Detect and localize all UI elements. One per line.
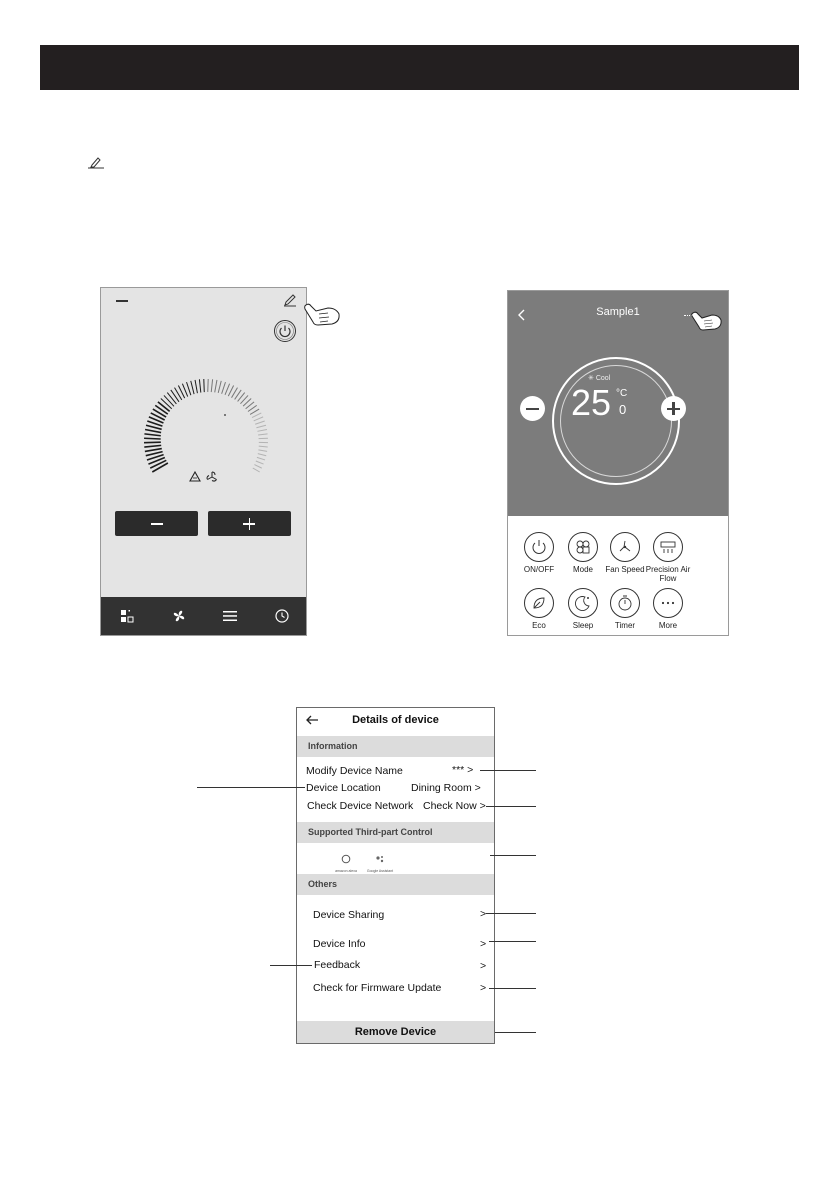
- clock-icon[interactable]: [275, 609, 289, 623]
- callout-line: [495, 1032, 536, 1033]
- google-assistant-icon: [375, 854, 385, 864]
- decrease-button[interactable]: [115, 511, 198, 536]
- dial-tick: [252, 413, 261, 418]
- dial-tick: [256, 461, 264, 464]
- callout-line: [270, 965, 312, 966]
- section-others: Others: [297, 874, 494, 895]
- dial-tick: [158, 402, 170, 412]
- phone-screen-details: [296, 707, 495, 1044]
- mode-fan-icons: [189, 470, 221, 484]
- more-function[interactable]: [642, 588, 694, 630]
- dial-tick: [225, 384, 230, 395]
- dial-tick: [155, 405, 168, 414]
- alexa-label: amazon alexa: [335, 869, 357, 873]
- function-label: Precision Air Flow: [645, 565, 691, 583]
- dial-tick: [145, 430, 161, 433]
- minimize-icon[interactable]: [116, 300, 128, 302]
- device-sharing[interactable]: Device Sharing: [313, 909, 385, 921]
- temp-unit: °C: [616, 388, 628, 399]
- function-label: Mode: [572, 565, 593, 574]
- section-third-party: Supported Third-part Control: [297, 822, 494, 843]
- dial-tick: [144, 438, 161, 439]
- leaf-icon: [525, 589, 553, 617]
- hand-pointer-icon: [302, 302, 342, 328]
- function-label: Timer: [614, 621, 636, 630]
- dial-tick: [187, 382, 191, 395]
- dial-tick: [195, 380, 197, 393]
- pencil-icon: [86, 155, 106, 169]
- callout-line: [480, 770, 536, 771]
- dial-tick: [222, 382, 226, 394]
- grid-icon[interactable]: [120, 609, 134, 623]
- function-label: Eco: [532, 621, 546, 630]
- section-information: Information: [297, 736, 494, 757]
- check-now-link[interactable]: Check Now >: [423, 800, 486, 812]
- bottom-nav: [101, 597, 306, 635]
- temp-value: 25: [571, 382, 612, 423]
- function-label: More: [658, 621, 678, 630]
- header-bar: [40, 45, 799, 90]
- remove-device-button[interactable]: Remove Device: [297, 1021, 494, 1043]
- callout-line: [489, 941, 536, 942]
- fan-icon[interactable]: [172, 609, 186, 623]
- dial-tick: [254, 465, 261, 469]
- minus-button[interactable]: [520, 396, 545, 421]
- mode-icon: [569, 533, 597, 561]
- dial-tick: [199, 379, 200, 392]
- more-icon: [654, 589, 682, 617]
- check-device-network[interactable]: Check Device Network: [307, 800, 414, 812]
- chevron-right-icon[interactable]: >: [480, 982, 487, 994]
- callout-line: [486, 806, 536, 807]
- timer-icon: [611, 589, 639, 617]
- snowflake-icon: ✳: [588, 375, 594, 382]
- check-firmware-update[interactable]: Check for Firmware Update: [313, 982, 442, 994]
- alexa-icon: [341, 854, 351, 864]
- edit-icon[interactable]: [283, 293, 297, 307]
- precision-air-flow-function[interactable]: [642, 532, 694, 583]
- modify-device-name[interactable]: Modify Device Name: [306, 765, 403, 777]
- dial-tick: [259, 446, 268, 447]
- dial-tick: [257, 457, 265, 460]
- dial-tick: [254, 417, 263, 421]
- dial-tick: [218, 381, 221, 393]
- plus-button[interactable]: [661, 396, 686, 421]
- callout-line: [489, 988, 536, 989]
- mode-label: Cool: [595, 375, 611, 382]
- dial-tick: [150, 460, 166, 468]
- temperature-dial[interactable]: [131, 366, 281, 476]
- dial-tick: [211, 379, 212, 392]
- dial-tick: [250, 409, 259, 414]
- function-label: ON/OFF: [523, 565, 555, 574]
- dial-tick: [164, 395, 174, 406]
- air-flow-icon: [654, 533, 682, 561]
- callout-line: [197, 787, 305, 788]
- chevron-right-icon[interactable]: >: [480, 960, 487, 972]
- dial-tick: [171, 390, 179, 402]
- dial-tick: [256, 425, 266, 428]
- mode-indicator: [588, 374, 610, 382]
- details-title: Details of device: [352, 714, 439, 726]
- dial-tick: [144, 434, 160, 436]
- fan-speed-icon: [611, 533, 639, 561]
- dial-tick: [253, 468, 260, 472]
- dial-dot: [224, 414, 226, 416]
- dial-tick: [258, 434, 267, 435]
- dial-tick: [257, 430, 267, 432]
- dial-tick: [167, 393, 176, 404]
- function-label: Fan Speed: [605, 565, 645, 574]
- device-location[interactable]: Device Location: [306, 782, 381, 794]
- dial-tick: [144, 445, 161, 447]
- modify-device-name-value[interactable]: *** >: [452, 764, 474, 776]
- power-icon[interactable]: [273, 319, 297, 343]
- power-icon: [525, 533, 553, 561]
- menu-icon[interactable]: [223, 610, 237, 622]
- feedback[interactable]: Feedback: [314, 959, 361, 971]
- alexa-option[interactable]: [333, 851, 359, 873]
- dial-tick: [161, 399, 172, 409]
- device-location-value[interactable]: Dining Room >: [411, 782, 481, 794]
- hand-pointer-icon: [690, 310, 724, 332]
- phone-screen-control: [100, 287, 307, 636]
- callout-line: [486, 913, 536, 914]
- dial-tick: [145, 449, 162, 452]
- increase-button[interactable]: [208, 511, 291, 536]
- sleep-icon: [569, 589, 597, 617]
- device-info[interactable]: Device Info: [313, 938, 366, 950]
- dial-tick: [215, 380, 217, 392]
- dial-tick: [191, 381, 194, 394]
- phone-screen-device: [507, 290, 729, 636]
- dial-tick: [258, 454, 266, 456]
- google-assistant-label: Google Assistant: [366, 869, 394, 873]
- chevron-right-icon[interactable]: >: [480, 908, 487, 920]
- function-label: Sleep: [572, 621, 594, 630]
- dial-tick: [152, 463, 168, 472]
- callout-line: [490, 855, 536, 856]
- dial-tick: [258, 450, 267, 451]
- device-title: Sample1: [596, 306, 640, 318]
- temp-decimal: 0: [619, 402, 627, 417]
- google-assistant-option[interactable]: [365, 851, 395, 873]
- dial-tick: [255, 421, 264, 424]
- chevron-right-icon[interactable]: >: [480, 938, 487, 950]
